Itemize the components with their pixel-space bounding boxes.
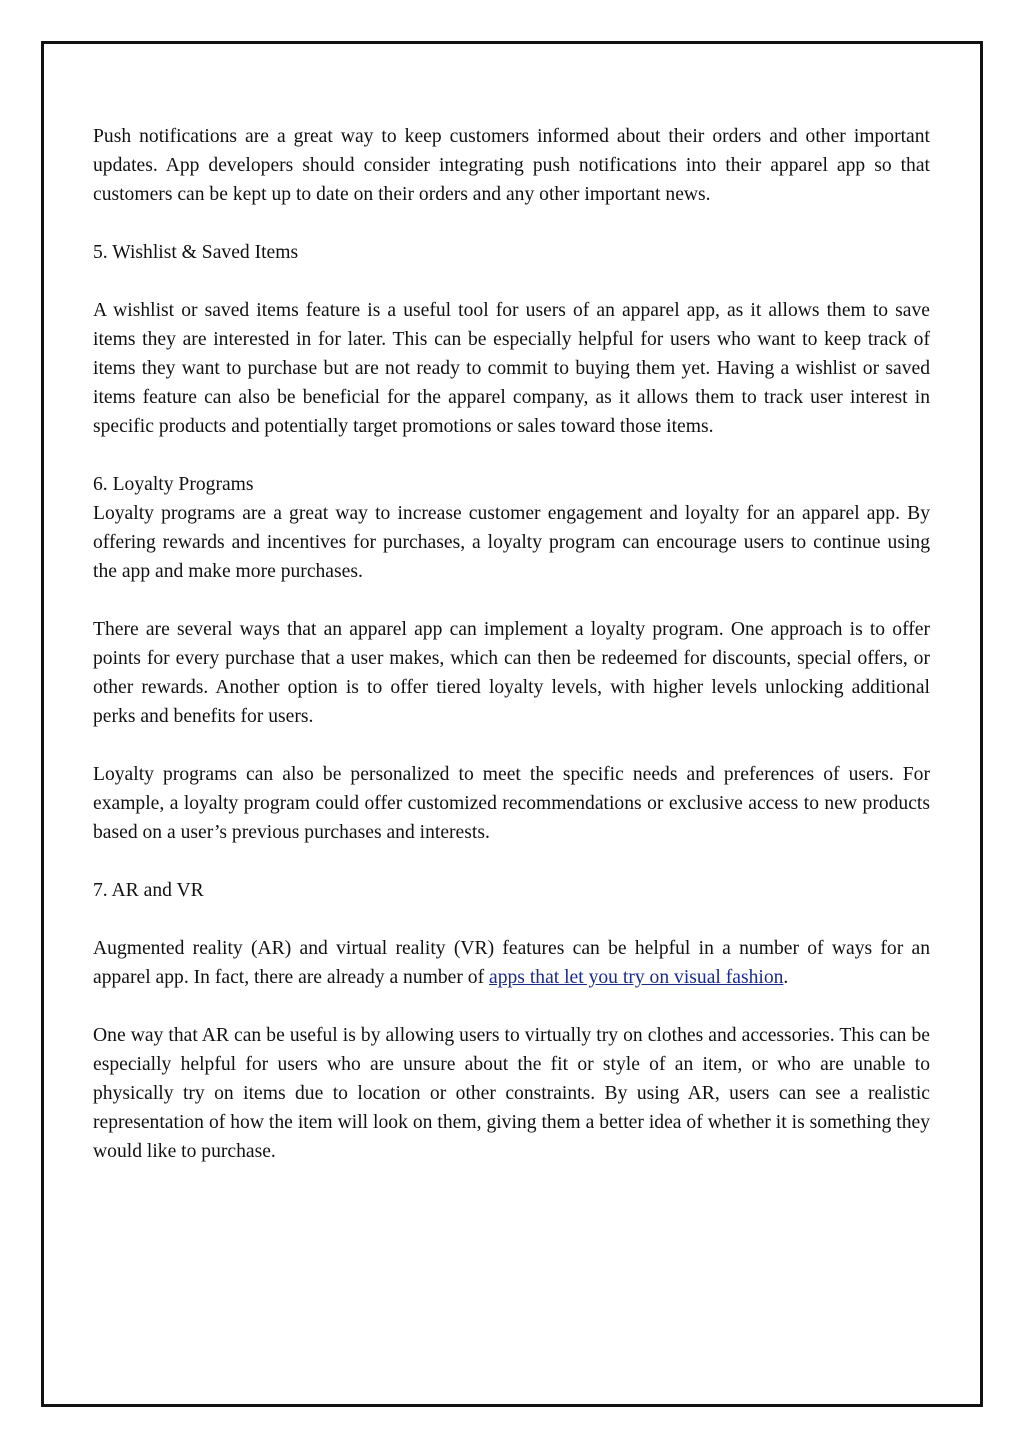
try-on-fashion-apps-link[interactable]: apps that let you try on visual fashion xyxy=(489,967,784,988)
spacer xyxy=(93,209,930,238)
spacer xyxy=(93,267,930,296)
spacer xyxy=(93,441,930,470)
spacer xyxy=(93,586,930,615)
document-body xyxy=(93,122,930,1166)
spacer xyxy=(93,992,930,1021)
paragraph-loyalty-ways: There are several ways that an apparel app can implement a loyalty program. One approach is to offer points for every purchase that a user makes, which can then be redeemed for discounts, special offers, or other rewards. Another option is to offer tiered loyalty levels, with higher levels unlocking additional perks and benefits for users. xyxy=(93,619,930,727)
ar-vr-intro-text: Augmented reality (AR) and virtual reality (VR) features can be helpful in a number of ways for an apparel app. In fact, there are already a number of xyxy=(93,938,930,988)
spacer xyxy=(93,731,930,760)
spacer xyxy=(93,905,930,934)
heading-loyalty-programs: 6. Loyalty Programs xyxy=(93,474,254,495)
paragraph-loyalty-personalized: Loyalty programs can also be personalized to meet the specific needs and preferences of users. For example, a loyalty program could offer customized recommendations or exclusive access to new products based on a user’s previous purchases and interests. xyxy=(93,764,930,843)
paragraph-loyalty-intro: Loyalty programs are a great way to increase customer engagement and loyalty for an apparel app. By offering rewards and incentives for purchases, a loyalty program can encourage users to continue using the app and make more purchases. xyxy=(93,503,930,582)
paragraph-wishlist: A wishlist or saved items feature is a useful tool for users of an apparel app, as it allows them to save items they are interested in for later. This can be especially helpful for users who want to keep track of items they want to purchase but are not ready to commit to buying them yet. Having a wishlist or saved items feature can also be beneficial for the apparel company, as it allows them to track user interest in specific products and potentially target promotions or sales toward those items. xyxy=(93,300,930,437)
ar-vr-intro-end: . xyxy=(783,967,789,988)
paragraph-push-notifications: Push notifications are a great way to keep customers informed about their orders and other important updates. App developers should consider integrating push notifications into their apparel app so that customers can be kept up to date on their orders and any other important news. xyxy=(93,126,930,205)
heading-wishlist: 5. Wishlist & Saved Items xyxy=(93,242,299,263)
paragraph-ar-vr-intro xyxy=(93,934,930,992)
heading-ar-vr: 7. AR and VR xyxy=(93,880,204,901)
spacer xyxy=(93,847,930,876)
paragraph-ar-useful: One way that AR can be useful is by allowing users to virtually try on clothes and accessories. This can be especially helpful for users who are unsure about the fit or style of an item, or who are unable to physically try on items due to location or other constraints. By using AR, users can see a realistic representation of how the item will look on them, giving them a better idea of whether it is something they would like to purchase. xyxy=(93,1025,930,1162)
